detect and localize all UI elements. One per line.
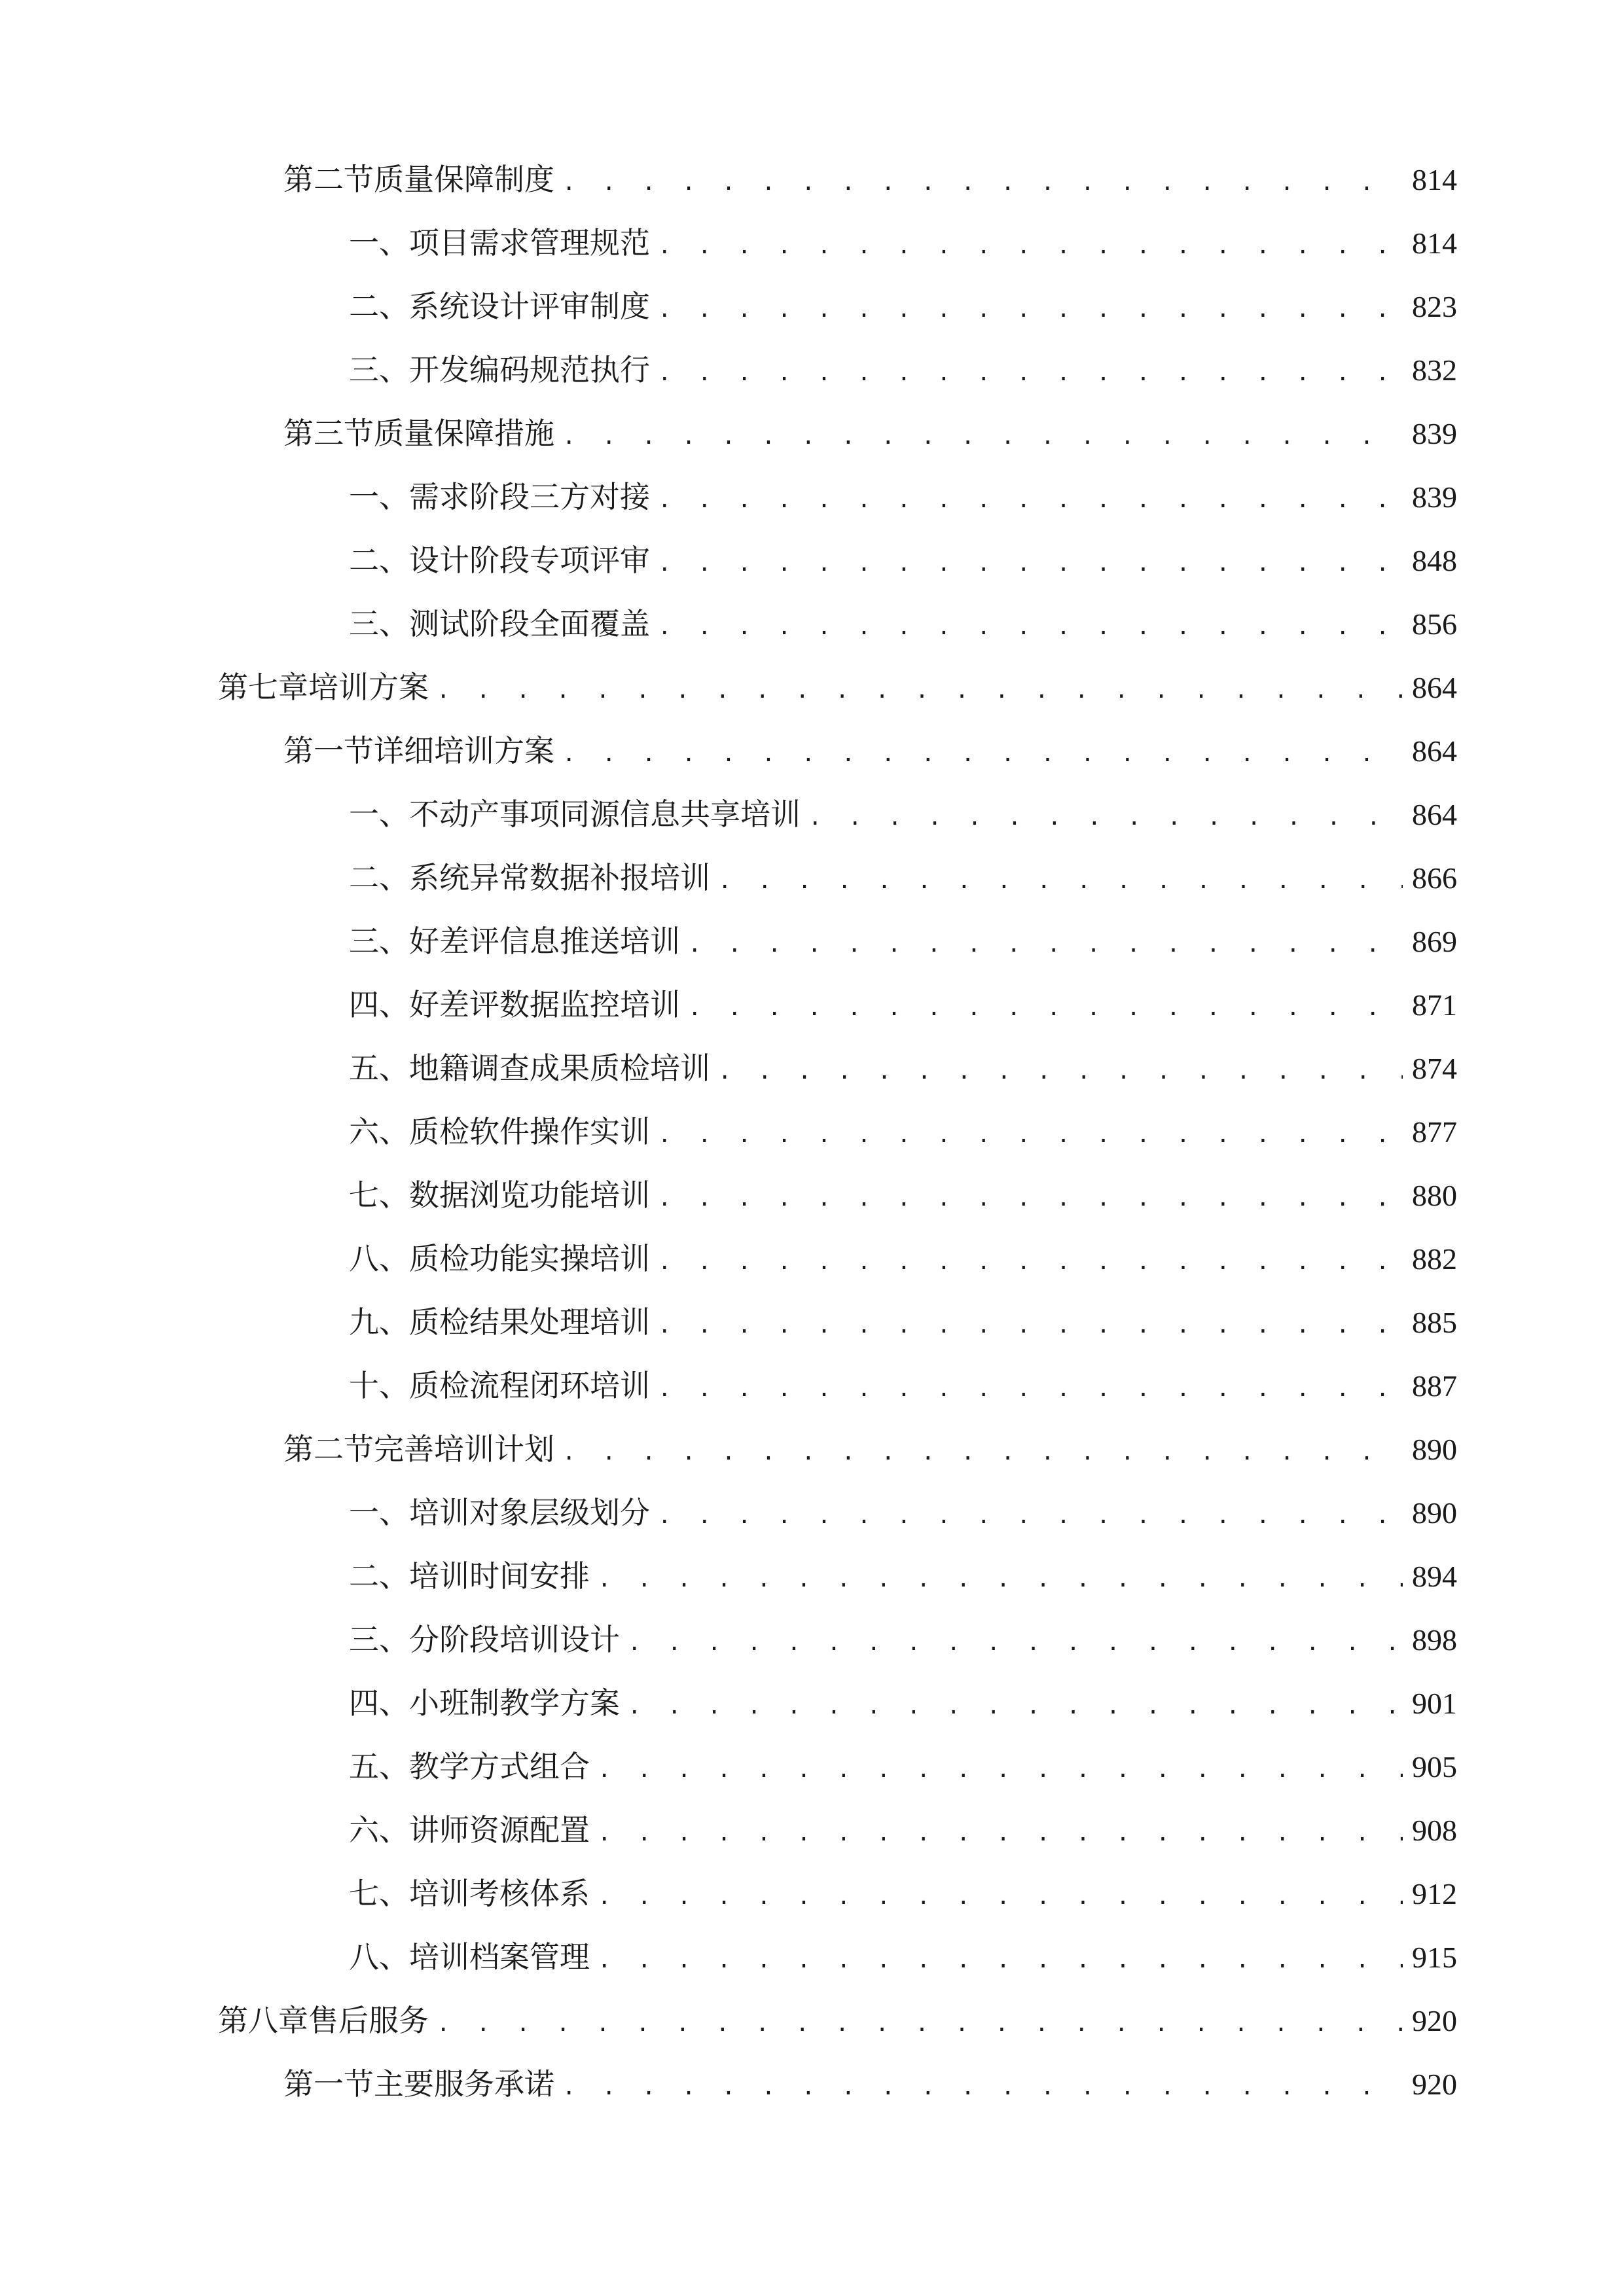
dot-leader [598, 1865, 1403, 1929]
toc-page-number: 908 [1412, 1814, 1457, 1847]
toc-subsection-entry[interactable] [0, 1799, 1624, 1862]
toc-page-number: 920 [1412, 2068, 1457, 2101]
toc-entry-title: 测试阶段全面覆盖 [409, 606, 650, 641]
toc-page-number: 848 [1412, 544, 1457, 577]
dot-leader [598, 1802, 1403, 1865]
dot-leader [658, 1167, 1403, 1230]
toc-page-number: 814 [1412, 163, 1457, 196]
toc-page-number: 869 [1412, 925, 1457, 958]
dot-leader [628, 1611, 1403, 1675]
toc-entry-title: 质检流程闭环培训 [409, 1368, 650, 1403]
toc-page-number: 882 [1412, 1242, 1457, 1276]
toc-page-number: 874 [1412, 1052, 1457, 1085]
dot-leader [688, 977, 1403, 1040]
toc-subsection-entry[interactable] [0, 1227, 1624, 1291]
toc-page-number: 920 [1412, 2004, 1457, 2037]
toc-page-number: 856 [1412, 607, 1457, 641]
toc-page-number: 832 [1412, 353, 1457, 387]
toc-page-number: 901 [1412, 1687, 1457, 1720]
toc-entry-number: 二、 [349, 543, 409, 578]
toc-subsection-entry[interactable] [0, 1164, 1624, 1227]
dot-leader [658, 342, 1403, 405]
toc-page-number: 898 [1412, 1623, 1457, 1657]
toc-entry-number: 四、 [349, 987, 409, 1022]
toc-entry-number: 三、 [349, 606, 409, 641]
dot-leader [598, 1738, 1403, 1802]
toc-subsection-entry[interactable] [0, 1926, 1624, 1989]
toc-subsection-entry[interactable] [0, 973, 1624, 1037]
toc-page-number: 915 [1412, 1941, 1457, 1974]
toc-page-number: 864 [1412, 734, 1457, 768]
toc-entry-number: 一、 [349, 225, 409, 260]
toc-entry-number: 第三节 [283, 416, 374, 451]
dot-leader [718, 850, 1403, 913]
toc-subsection-entry[interactable] [0, 1037, 1624, 1100]
toc-entry-number: 六、 [349, 1114, 409, 1149]
toc-entry-title: 系统设计评审制度 [409, 289, 650, 324]
toc-page-number: 864 [1412, 798, 1457, 831]
dot-leader [658, 1103, 1403, 1167]
dot-leader [437, 1992, 1403, 2056]
toc-entry-title: 讲师资源配置 [409, 1812, 590, 1848]
dot-leader [562, 2056, 1403, 2119]
dot-leader [658, 532, 1403, 596]
dot-leader [658, 1230, 1403, 1294]
toc-subsection-entry[interactable] [0, 275, 1624, 338]
toc-entry-number: 二、 [349, 289, 409, 324]
toc-entry-number: 二、 [349, 1558, 409, 1594]
toc-entry-number: 五、 [349, 1749, 409, 1784]
dot-leader [628, 1675, 1403, 1738]
toc-entry-title: 培训考核体系 [409, 1876, 590, 1911]
toc-entry-title: 分阶段培训设计 [409, 1622, 620, 1657]
toc-subsection-entry[interactable] [0, 1608, 1624, 1672]
toc-entry-title: 地籍调查成果质检培训 [409, 1050, 710, 1086]
toc-section-entry[interactable] [0, 1418, 1624, 1481]
toc-entry-number: 六、 [349, 1812, 409, 1848]
toc-page-number: 866 [1412, 861, 1457, 895]
toc-entry-title: 不动产事项同源信息共享培训 [409, 797, 801, 832]
toc-page-number: 885 [1412, 1306, 1457, 1339]
toc-entry-title: 小班制教学方案 [409, 1685, 620, 1721]
toc-entry-title: 需求阶段三方对接 [409, 479, 650, 514]
toc-subsection-entry[interactable] [0, 1354, 1624, 1418]
toc-subsection-entry[interactable] [0, 338, 1624, 402]
toc-entry-title: 培训档案管理 [409, 1939, 590, 1975]
toc-entry-number: 三、 [349, 1622, 409, 1657]
toc-entry-number: 八、 [349, 1241, 409, 1276]
toc-page-number: 839 [1412, 417, 1457, 450]
toc-page-number: 877 [1412, 1115, 1457, 1149]
toc-subsection-entry[interactable] [0, 1481, 1624, 1545]
dot-leader [808, 786, 1403, 850]
toc-entry-title: 详细培训方案 [374, 733, 554, 768]
toc-entry-title: 主要服务承诺 [374, 2066, 554, 2102]
dot-leader [658, 215, 1403, 278]
toc-entry-number: 五、 [349, 1050, 409, 1086]
toc-entry-title: 质量保障制度 [374, 162, 554, 197]
dot-leader [437, 659, 1403, 723]
toc-page-number: 871 [1412, 988, 1457, 1022]
toc-entry-title: 质量保障措施 [374, 416, 554, 451]
toc-entry-title: 项目需求管理规范 [409, 225, 650, 260]
toc-entry-title: 质检功能实操培训 [409, 1241, 650, 1276]
toc-subsection-entry[interactable] [0, 1735, 1624, 1799]
toc-entry-number: 七、 [349, 1876, 409, 1911]
dot-leader [658, 596, 1403, 659]
table-of-contents [0, 148, 1624, 2116]
toc-entry-title: 数据浏览功能培训 [409, 1177, 650, 1213]
toc-entry-title: 设计阶段专项评审 [409, 543, 650, 578]
toc-entry-number: 一、 [349, 797, 409, 832]
dot-leader [562, 405, 1403, 469]
toc-page-number: 905 [1412, 1750, 1457, 1784]
toc-page-number: 890 [1412, 1496, 1457, 1530]
toc-subsection-entry[interactable] [0, 1545, 1624, 1608]
toc-section-entry[interactable] [0, 719, 1624, 783]
toc-entry-title: 培训对象层级划分 [409, 1495, 650, 1530]
toc-entry-number: 七、 [349, 1177, 409, 1213]
toc-subsection-entry[interactable] [0, 1100, 1624, 1164]
toc-entry-number: 第七章 [218, 670, 308, 705]
toc-entry-number: 第二节 [283, 1431, 374, 1467]
toc-entry-title: 培训方案 [308, 670, 429, 705]
dot-leader [658, 469, 1403, 532]
toc-entry-number: 一、 [349, 1495, 409, 1530]
toc-section-entry[interactable] [0, 402, 1624, 465]
toc-subsection-entry[interactable] [0, 1862, 1624, 1926]
toc-subsection-entry[interactable] [0, 910, 1624, 973]
toc-entry-number: 第二节 [283, 162, 374, 197]
toc-subsection-entry[interactable] [0, 783, 1624, 846]
toc-entry-number: 十、 [349, 1368, 409, 1403]
toc-entry-title: 完善培训计划 [374, 1431, 554, 1467]
toc-entry-title: 系统异常数据补报培训 [409, 860, 710, 895]
dot-leader [598, 1548, 1403, 1611]
toc-entry-title: 售后服务 [308, 2003, 429, 2038]
toc-entry-number: 三、 [349, 924, 409, 959]
dot-leader [658, 1484, 1403, 1548]
toc-chapter-entry[interactable] [0, 1989, 1624, 2053]
toc-entry-title: 质检结果处理培训 [409, 1304, 650, 1340]
toc-chapter-entry[interactable] [0, 656, 1624, 719]
toc-entry-number: 九、 [349, 1304, 409, 1340]
toc-entry-title: 教学方式组合 [409, 1749, 590, 1784]
toc-subsection-entry[interactable] [0, 211, 1624, 275]
toc-entry-number: 二、 [349, 860, 409, 895]
toc-subsection-entry[interactable] [0, 1672, 1624, 1735]
dot-leader [562, 723, 1403, 786]
toc-entry-number: 三、 [349, 352, 409, 387]
toc-entry-title: 培训时间安排 [409, 1558, 590, 1594]
dot-leader [562, 151, 1403, 215]
toc-subsection-entry[interactable] [0, 465, 1624, 529]
dot-leader [658, 1294, 1403, 1357]
toc-entry-number: 四、 [349, 1685, 409, 1721]
toc-entry-number: 一、 [349, 479, 409, 514]
toc-entry-number: 第一节 [283, 2066, 374, 2102]
dot-leader [562, 1421, 1403, 1484]
toc-page-number: 864 [1412, 671, 1457, 704]
dot-leader [718, 1040, 1403, 1103]
toc-entry-number: 第八章 [218, 2003, 308, 2038]
toc-subsection-entry[interactable] [0, 846, 1624, 910]
dot-leader [658, 278, 1403, 342]
toc-page-number: 823 [1412, 290, 1457, 323]
toc-page-number: 839 [1412, 480, 1457, 514]
toc-entry-title: 开发编码规范执行 [409, 352, 650, 387]
toc-entry-number: 八、 [349, 1939, 409, 1975]
toc-entry-number: 第一节 [283, 733, 374, 768]
toc-page-number: 880 [1412, 1179, 1457, 1212]
toc-subsection-entry[interactable] [0, 529, 1624, 592]
toc-section-entry[interactable] [0, 148, 1624, 211]
dot-leader [688, 913, 1403, 977]
toc-entry-title: 好差评信息推送培训 [409, 924, 680, 959]
toc-page-number: 894 [1412, 1560, 1457, 1593]
toc-entry-title: 质检软件操作实训 [409, 1114, 650, 1149]
toc-entry-title: 好差评数据监控培训 [409, 987, 680, 1022]
toc-page-number: 814 [1412, 226, 1457, 260]
toc-section-entry[interactable] [0, 2053, 1624, 2116]
toc-subsection-entry[interactable] [0, 592, 1624, 656]
toc-page-number: 912 [1412, 1877, 1457, 1910]
toc-page-number: 890 [1412, 1433, 1457, 1466]
dot-leader [658, 1357, 1403, 1421]
toc-subsection-entry[interactable] [0, 1291, 1624, 1354]
toc-page-number: 887 [1412, 1369, 1457, 1403]
dot-leader [598, 1929, 1403, 1992]
